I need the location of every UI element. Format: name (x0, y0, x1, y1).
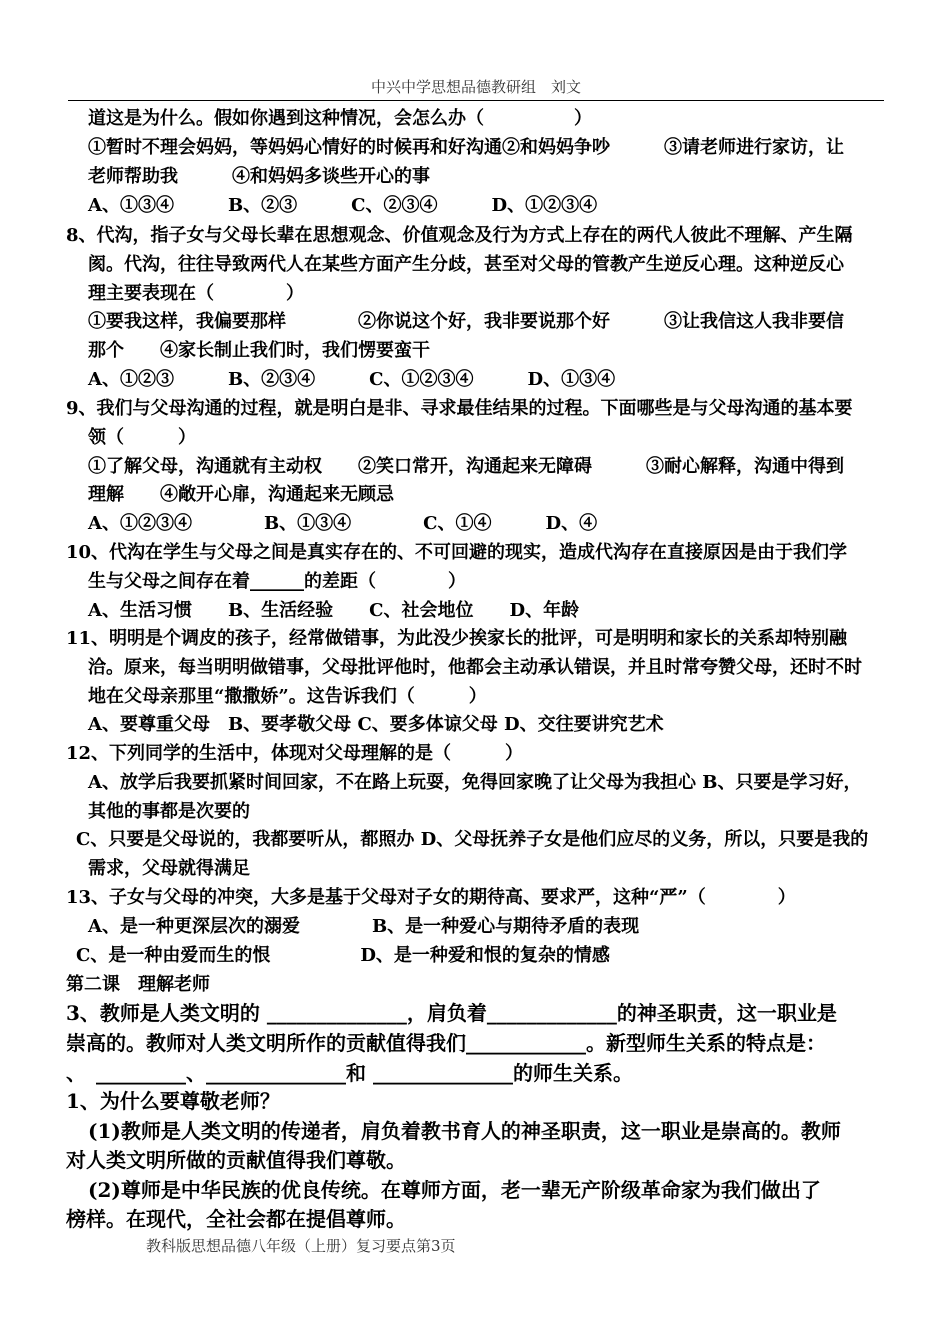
text-line: 3、教师是人类文明的 ______________，肩负着_____________的神圣职责，这一职业是 (66, 1001, 837, 1025)
text-line: 对人类文明所做的贡献值得我们尊敬。 (66, 1148, 406, 1172)
text-line: 13、子女与父母的冲突，大多是基于父母对子女的期待高、要求严，这种“严”（ ） (66, 887, 796, 908)
text-line: 地在父母亲那里“撒撒娇”。这告诉我们（ ） (88, 686, 487, 707)
text-line: 其他的事都是次要的 (88, 801, 250, 822)
text-line: 需求，父母就得满足 (88, 858, 250, 879)
text-line: A、①②③ B、②③④ C、①②③④ D、①③④ (88, 369, 616, 390)
text-line: A、①③④ B、②③ C、②③④ D、①②③④ (88, 195, 598, 216)
text-line: 8、代沟，指子女与父母长辈在思想观念、价值观念及行为方式上存在的两代人彼此不理解、产生隔 (66, 225, 853, 246)
text-line: ①了解父母，沟通就有主动权 ②笑口常开，沟通起来无障碍 ③耐心解释，沟通中得到 (88, 456, 844, 477)
text-line: ①要我这样，我偏要那样 ②你说这个好，我非要说那个好 ③让我信这人我非要信 (88, 311, 844, 332)
text-line: 老师帮助我 ④和妈妈多谈些开心的事 (88, 166, 430, 187)
text-line: A、①②③④ B、①③④ C、①④ D、④ (88, 513, 598, 534)
text-line: (1)教师是人类文明的传递者，肩负着教书育人的神圣职责，这一职业是崇高的。教师 (88, 1119, 841, 1143)
text-line: 、 _________、______________和 ______________的师生关系。 (66, 1061, 633, 1085)
text-line: A、是一种更深层次的溺爱 B、是一种爱心与期待矛盾的表现 (88, 916, 640, 937)
text-line: A、要尊重父母 B、要孝敬父母 C、要多体谅父母 D、交往要讲究艺术 (88, 714, 664, 735)
text-line: 领（ ） (88, 427, 196, 448)
text-line: 12、下列同学的生活中，体现对父母理解的是（ ） (66, 743, 524, 764)
text-line: 崇高的。教师对人类文明所作的贡献值得我们____________。新型师生关系的特点是： (66, 1031, 826, 1055)
text-line: 洽。原来，每当明明做错事，父母批评他时，他都会主动承认错误，并且时常夸赞父母，还时不时 (88, 657, 862, 678)
text-line: 10、代沟在学生与父母之间是真实存在的、不可回避的现实，造成代沟存在直接原因是由于我们学 (66, 542, 848, 563)
text-line: 道这是为什么。假如你遇到这种情况，会怎么办（ ） (88, 108, 592, 129)
text-line: 9、我们与父母沟通的过程，就是明白是非、寻求最佳结果的过程。下面哪些是与父母沟通的基本要 (66, 398, 853, 419)
text-line: A、放学后我要抓紧时间回家，不在路上玩耍，免得回家晚了让父母为我担心 B、只要是学习好， (88, 772, 862, 793)
text-line: 1、为什么要尊敬老师？ (66, 1089, 280, 1113)
text-line: (2)尊师是中华民族的优良传统。在尊师方面，老一辈无产阶级革命家为我们做出了 (88, 1178, 821, 1202)
text-line: 那个 ④家长制止我们时，我们愣要蛮干 (88, 340, 430, 361)
text-line: 榜样。在现代，全社会都在提倡尊师。 (66, 1207, 406, 1231)
text-line: C、是一种由爱而生的恨 D、是一种爱和恨的复杂的情感 (76, 945, 610, 966)
text-line: 第二课 理解老师 (66, 974, 210, 995)
text-line: C、只要是父母说的，我都要听从，都照办 D、父母抚养子女是他们应尽的义务，所以，只要是我的 (76, 829, 869, 850)
text-line: A、生活习惯 B、生活经验 C、社会地位 D、年龄 (88, 600, 580, 621)
page-footer: 教科版思想品德八年级（上册）复习要点第3页 (146, 1237, 456, 1255)
text-line: 阂。代沟，往往导致两代人在某些方面产生分歧，甚至对父母的管教产生逆反心理。这种逆反心 (88, 254, 844, 275)
text-line: 11、明明是个调皮的孩子，经常做错事，为此没少挨家长的批评，可是明明和家长的关系却特别融 (66, 628, 848, 649)
text-line: 生与父母之间存在着______的差距（ ） (88, 571, 466, 592)
page-header: 中兴中学思想品德教研组 刘文 (68, 76, 884, 101)
text-line: 理解 ④敞开心扉，沟通起来无顾忌 (88, 484, 394, 505)
text-line: 理主要表现在（ ） (88, 283, 304, 304)
text-line: ①暂时不理会妈妈，等妈妈心情好的时候再和好沟通②和妈妈争吵 ③请老师进行家访，让 (88, 137, 844, 158)
